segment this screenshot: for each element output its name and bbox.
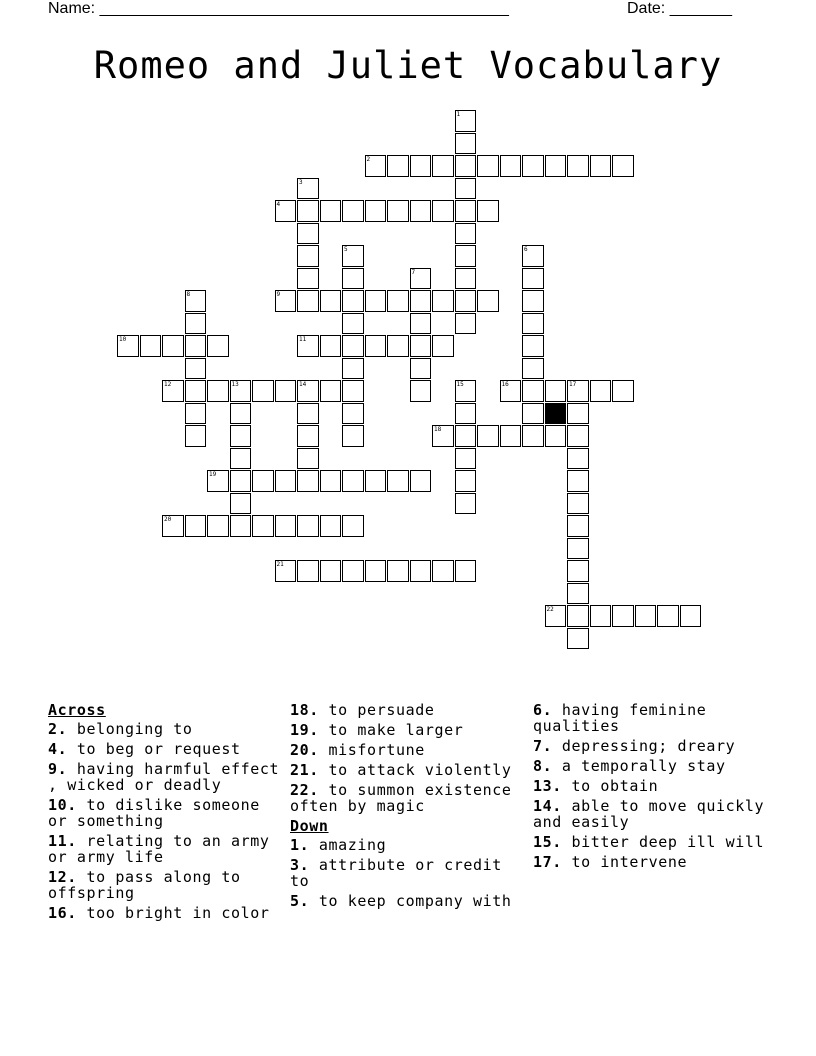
- grid-cell[interactable]: [387, 200, 409, 222]
- across-heading: Across: [48, 701, 106, 719]
- clue-number: 1.: [290, 836, 310, 854]
- cell-number: 16: [501, 381, 509, 388]
- across-clue: [48, 869, 283, 901]
- clue-text: to beg or request: [67, 740, 241, 758]
- grid-cell[interactable]: [432, 155, 454, 177]
- clue-number: 19.: [290, 721, 319, 739]
- grid-cell[interactable]: [342, 380, 364, 402]
- across-clue-list-continued: [290, 702, 525, 814]
- across-clue: [48, 761, 283, 793]
- grid-cell[interactable]: [657, 605, 679, 627]
- grid-cell[interactable]: [612, 605, 634, 627]
- cell-number: 6: [524, 246, 528, 253]
- clue-number: 11.: [48, 832, 77, 850]
- grid-cell[interactable]: [320, 380, 342, 402]
- grid-cell[interactable]: [455, 110, 477, 132]
- page-title: Romeo and Juliet Vocabulary: [93, 44, 723, 87]
- grid-cell[interactable]: [455, 560, 477, 582]
- grid-cell[interactable]: [590, 380, 612, 402]
- grid-cell[interactable]: [387, 155, 409, 177]
- grid-cell[interactable]: [522, 268, 544, 290]
- grid-cell[interactable]: [612, 380, 634, 402]
- grid-cell[interactable]: [455, 133, 477, 155]
- grid-cell[interactable]: [545, 155, 567, 177]
- grid-cell[interactable]: [320, 560, 342, 582]
- grid-cell[interactable]: [567, 605, 589, 627]
- grid-cell[interactable]: [410, 470, 432, 492]
- across-clue: [48, 905, 283, 921]
- grid-cell[interactable]: [455, 493, 477, 515]
- grid-cell[interactable]: [455, 245, 477, 267]
- grid-cell[interactable]: [207, 515, 229, 537]
- grid-cell[interactable]: [117, 335, 139, 357]
- name-field[interactable]: Name: ______________________________________________: [48, 0, 509, 17]
- grid-cell[interactable]: [567, 515, 589, 537]
- across-clue: [290, 782, 525, 814]
- clue-number: 15.: [533, 833, 562, 851]
- grid-cell[interactable]: [185, 403, 207, 425]
- down-clue: [290, 893, 525, 909]
- grid-cell[interactable]: [410, 155, 432, 177]
- clue-number: 17.: [533, 853, 562, 871]
- grid-cell[interactable]: [545, 425, 567, 447]
- grid-cell[interactable]: [275, 560, 297, 582]
- grid-cell[interactable]: [522, 403, 544, 425]
- clues-column-2: [290, 702, 525, 913]
- grid-cell[interactable]: [297, 290, 319, 312]
- grid-cell[interactable]: [297, 560, 319, 582]
- across-clue: [290, 762, 525, 778]
- clue-number: 3.: [290, 856, 310, 874]
- grid-cell[interactable]: [185, 515, 207, 537]
- clue-number: 6.: [533, 701, 553, 719]
- grid-cell[interactable]: [275, 290, 297, 312]
- cell-number: 17: [569, 381, 577, 388]
- grid-cell[interactable]: [162, 380, 184, 402]
- grid-cell[interactable]: [320, 335, 342, 357]
- grid-cell[interactable]: [230, 403, 252, 425]
- clue-number: 13.: [533, 777, 562, 795]
- grid-cell[interactable]: [590, 605, 612, 627]
- cell-number: 20: [164, 516, 172, 523]
- grid-cell[interactable]: [365, 470, 387, 492]
- grid-cell[interactable]: [342, 335, 364, 357]
- grid-cell[interactable]: [432, 290, 454, 312]
- across-clue: [290, 742, 525, 758]
- across-clue-list: [48, 721, 283, 921]
- grid-cell[interactable]: [567, 560, 589, 582]
- grid-cell[interactable]: [522, 313, 544, 335]
- grid-cell[interactable]: [297, 223, 319, 245]
- grid-cell[interactable]: [522, 290, 544, 312]
- grid-cell[interactable]: [410, 313, 432, 335]
- grid-cell[interactable]: [140, 335, 162, 357]
- grid-cell[interactable]: [567, 380, 589, 402]
- grid-cell[interactable]: [230, 493, 252, 515]
- clue-text: depressing; dreary: [552, 737, 736, 755]
- grid-cell[interactable]: [477, 290, 499, 312]
- grid-cell[interactable]: [410, 560, 432, 582]
- clue-number: 14.: [533, 797, 562, 815]
- grid-cell[interactable]: [185, 425, 207, 447]
- down-clue-list-continued: [533, 702, 773, 870]
- grid-cell[interactable]: [410, 335, 432, 357]
- cell-number: 15: [456, 381, 464, 388]
- cell-number: 22: [546, 606, 554, 613]
- grid-cell[interactable]: [410, 290, 432, 312]
- grid-cell[interactable]: [500, 380, 522, 402]
- cell-number: 8: [186, 291, 191, 298]
- date-field[interactable]: Date: _______: [627, 0, 732, 17]
- grid-cell[interactable]: [567, 425, 589, 447]
- clue-number: 10.: [48, 796, 77, 814]
- clue-text: having feminine qualities: [533, 701, 707, 735]
- grid-cell[interactable]: [365, 335, 387, 357]
- grid-cell[interactable]: [342, 560, 364, 582]
- down-clue-list: [290, 837, 525, 909]
- clue-text: able to move quickly and easily: [533, 797, 765, 831]
- grid-cell[interactable]: [522, 245, 544, 267]
- grid-cell[interactable]: [297, 335, 319, 357]
- clue-number: 9.: [48, 760, 68, 778]
- clue-number: 20.: [290, 741, 319, 759]
- down-clue: [533, 758, 773, 774]
- cell-number: 18: [434, 426, 442, 433]
- grid-cell[interactable]: [455, 178, 477, 200]
- grid-cell[interactable]: [342, 290, 364, 312]
- grid-cell[interactable]: [297, 470, 319, 492]
- clues-column-3: [533, 702, 773, 874]
- clue-text: having harmful effect , wicked or deadly: [48, 760, 280, 794]
- grid-cell[interactable]: [297, 515, 319, 537]
- grid-cell[interactable]: [477, 200, 499, 222]
- grid-cell[interactable]: [297, 380, 319, 402]
- grid-cell[interactable]: [275, 380, 297, 402]
- clue-number: 18.: [290, 701, 319, 719]
- grid-cell[interactable]: [612, 155, 634, 177]
- grid-cell[interactable]: [545, 605, 567, 627]
- clue-text: to obtain: [561, 777, 659, 795]
- grid-cell[interactable]: [455, 403, 477, 425]
- grid-cell[interactable]: [185, 313, 207, 335]
- grid-cell[interactable]: [297, 425, 319, 447]
- down-clue: [533, 854, 773, 870]
- clue-text: to make larger: [318, 721, 464, 739]
- cell-number: 7: [411, 268, 416, 276]
- cell-number: 13: [231, 381, 239, 388]
- grid-cell[interactable]: [455, 380, 477, 402]
- grid-cell[interactable]: [410, 200, 432, 222]
- down-clue: [533, 798, 773, 830]
- grid-cell[interactable]: [455, 290, 477, 312]
- grid-cell[interactable]: [410, 268, 432, 290]
- grid-cell[interactable]: [500, 155, 522, 177]
- grid-cell[interactable]: [455, 425, 477, 447]
- clue-text: relating to an army or army life: [48, 832, 270, 866]
- grid-cell[interactable]: [342, 515, 364, 537]
- cell-number: 4: [276, 201, 281, 208]
- grid-cell[interactable]: [567, 470, 589, 492]
- grid-cell[interactable]: [252, 470, 274, 492]
- clue-number: 8.: [533, 757, 553, 775]
- grid-cell[interactable]: [162, 515, 184, 537]
- grid-cell[interactable]: [455, 448, 477, 470]
- grid-cell[interactable]: [320, 290, 342, 312]
- grid-cell[interactable]: [410, 358, 432, 380]
- clue-text: to attack violently: [318, 761, 512, 779]
- grid-cell[interactable]: [590, 155, 612, 177]
- grid-cell[interactable]: [185, 335, 207, 357]
- grid-cell[interactable]: [230, 425, 252, 447]
- cell-number: 19: [209, 471, 217, 478]
- grid-cell[interactable]: [230, 515, 252, 537]
- down-clue: [533, 702, 773, 734]
- clue-number: 5.: [290, 892, 310, 910]
- down-clue: [533, 778, 773, 794]
- grid-cell[interactable]: [297, 268, 319, 290]
- grid-cell[interactable]: [342, 358, 364, 380]
- clue-text: to persuade: [318, 701, 435, 719]
- clue-number: 16.: [48, 904, 77, 922]
- grid-cell[interactable]: [567, 403, 589, 425]
- grid-cell[interactable]: [522, 335, 544, 357]
- clue-text: misfortune: [318, 741, 425, 759]
- grid-cell[interactable]: [162, 335, 184, 357]
- grid-cell[interactable]: [522, 425, 544, 447]
- across-clue: [290, 702, 525, 718]
- grid-cell[interactable]: [387, 290, 409, 312]
- grid-cell[interactable]: [342, 200, 364, 222]
- grid-cell[interactable]: [500, 425, 522, 447]
- clue-text: to keep company with: [309, 892, 512, 910]
- cell-number: 12: [164, 381, 172, 388]
- grid-cell[interactable]: [230, 470, 252, 492]
- clue-text: to summon existence often by magic: [290, 781, 512, 815]
- cell-number: 9: [276, 291, 281, 298]
- grid-cell[interactable]: [455, 223, 477, 245]
- grid-cell[interactable]: [275, 200, 297, 222]
- grid-cell[interactable]: [297, 403, 319, 425]
- grid-cell[interactable]: [567, 493, 589, 515]
- grid-cell[interactable]: [207, 380, 229, 402]
- grid-cell[interactable]: [455, 470, 477, 492]
- grid-cell[interactable]: [185, 358, 207, 380]
- grid-cell[interactable]: [342, 425, 364, 447]
- grid-cell[interactable]: [432, 200, 454, 222]
- grid-cell[interactable]: [567, 628, 589, 650]
- grid-cell[interactable]: [432, 335, 454, 357]
- clues-column-1: [48, 702, 283, 925]
- grid-cell[interactable]: [365, 560, 387, 582]
- grid-cell[interactable]: [320, 200, 342, 222]
- grid-cell[interactable]: [342, 470, 364, 492]
- grid-cell[interactable]: [522, 358, 544, 380]
- grid-cell[interactable]: [432, 560, 454, 582]
- grid-cell[interactable]: [342, 313, 364, 335]
- cell-number: 3: [299, 178, 303, 186]
- grid-cell[interactable]: [230, 380, 252, 402]
- grid-cell[interactable]: [432, 425, 454, 447]
- cell-number: 2: [366, 156, 371, 163]
- grid-cell[interactable]: [387, 560, 409, 582]
- cell-number: 10: [119, 336, 127, 343]
- clue-text: bitter deep ill will: [561, 833, 765, 851]
- cell-number: 5: [344, 246, 348, 253]
- clue-text: to pass along to offspring: [48, 868, 241, 902]
- grid-cell[interactable]: [185, 290, 207, 312]
- grid-cell[interactable]: [342, 245, 364, 267]
- grid-cell[interactable]: [207, 335, 229, 357]
- grid-cell[interactable]: [365, 155, 387, 177]
- down-clue: [533, 834, 773, 850]
- grid-cell[interactable]: [185, 380, 207, 402]
- grid-cell[interactable]: [635, 605, 657, 627]
- grid-cell[interactable]: [275, 515, 297, 537]
- clue-number: 7.: [533, 737, 553, 755]
- grid-cell[interactable]: [680, 605, 702, 627]
- clue-text: attribute or credit to: [290, 856, 502, 890]
- grid-cell[interactable]: [522, 380, 544, 402]
- grid-cell[interactable]: [455, 268, 477, 290]
- grid-cell[interactable]: [567, 155, 589, 177]
- across-clue: [290, 722, 525, 738]
- across-clue: [48, 741, 283, 757]
- grid-cell[interactable]: [297, 178, 319, 200]
- clue-text: to intervene: [561, 853, 688, 871]
- cell-number: 11: [299, 336, 307, 343]
- clue-number: 4.: [48, 740, 68, 758]
- grid-cell[interactable]: [387, 335, 409, 357]
- clue-text: to dislike someone or something: [48, 796, 260, 830]
- clue-number: 12.: [48, 868, 77, 886]
- grid-cell[interactable]: [320, 470, 342, 492]
- across-clue: [48, 721, 283, 737]
- clue-text: belonging to: [67, 720, 193, 738]
- grid-cell[interactable]: [522, 155, 544, 177]
- clue-number: 22.: [290, 781, 319, 799]
- grid-cell[interactable]: [455, 313, 477, 335]
- grid-cell[interactable]: [365, 290, 387, 312]
- black-cell: [545, 403, 567, 425]
- grid-cell[interactable]: [252, 380, 274, 402]
- across-clue: [48, 833, 283, 865]
- grid-cell[interactable]: [567, 448, 589, 470]
- grid-cell[interactable]: [477, 155, 499, 177]
- grid-cell[interactable]: [230, 448, 252, 470]
- grid-cell[interactable]: [320, 515, 342, 537]
- cell-number: 1: [456, 111, 461, 118]
- grid-cell[interactable]: [297, 245, 319, 267]
- grid-cell[interactable]: [342, 403, 364, 425]
- grid-cell[interactable]: [455, 155, 477, 177]
- grid-cell[interactable]: [365, 200, 387, 222]
- clue-number: 2.: [48, 720, 68, 738]
- grid-cell[interactable]: [387, 470, 409, 492]
- down-clue: [533, 738, 773, 754]
- down-clue: [290, 857, 525, 889]
- grid-cell[interactable]: [342, 268, 364, 290]
- grid-cell[interactable]: [297, 448, 319, 470]
- grid-cell[interactable]: [455, 200, 477, 222]
- cell-number: 14: [299, 381, 307, 388]
- grid-cell[interactable]: [545, 380, 567, 402]
- grid-cell[interactable]: [410, 380, 432, 402]
- grid-cell[interactable]: [567, 538, 589, 560]
- clue-text: too bright in color: [76, 904, 270, 922]
- grid-cell[interactable]: [567, 583, 589, 605]
- clue-number: 21.: [290, 761, 319, 779]
- cell-number: 21: [276, 561, 284, 568]
- grid-cell[interactable]: [477, 425, 499, 447]
- grid-cell[interactable]: [297, 200, 319, 222]
- clue-text: amazing: [309, 836, 387, 854]
- grid-cell[interactable]: [207, 470, 229, 492]
- down-heading: Down: [290, 817, 329, 835]
- across-clue: [48, 797, 283, 829]
- grid-cell[interactable]: [275, 470, 297, 492]
- clue-text: a temporally stay: [552, 757, 726, 775]
- down-clue: [290, 837, 525, 853]
- grid-cell[interactable]: [252, 515, 274, 537]
